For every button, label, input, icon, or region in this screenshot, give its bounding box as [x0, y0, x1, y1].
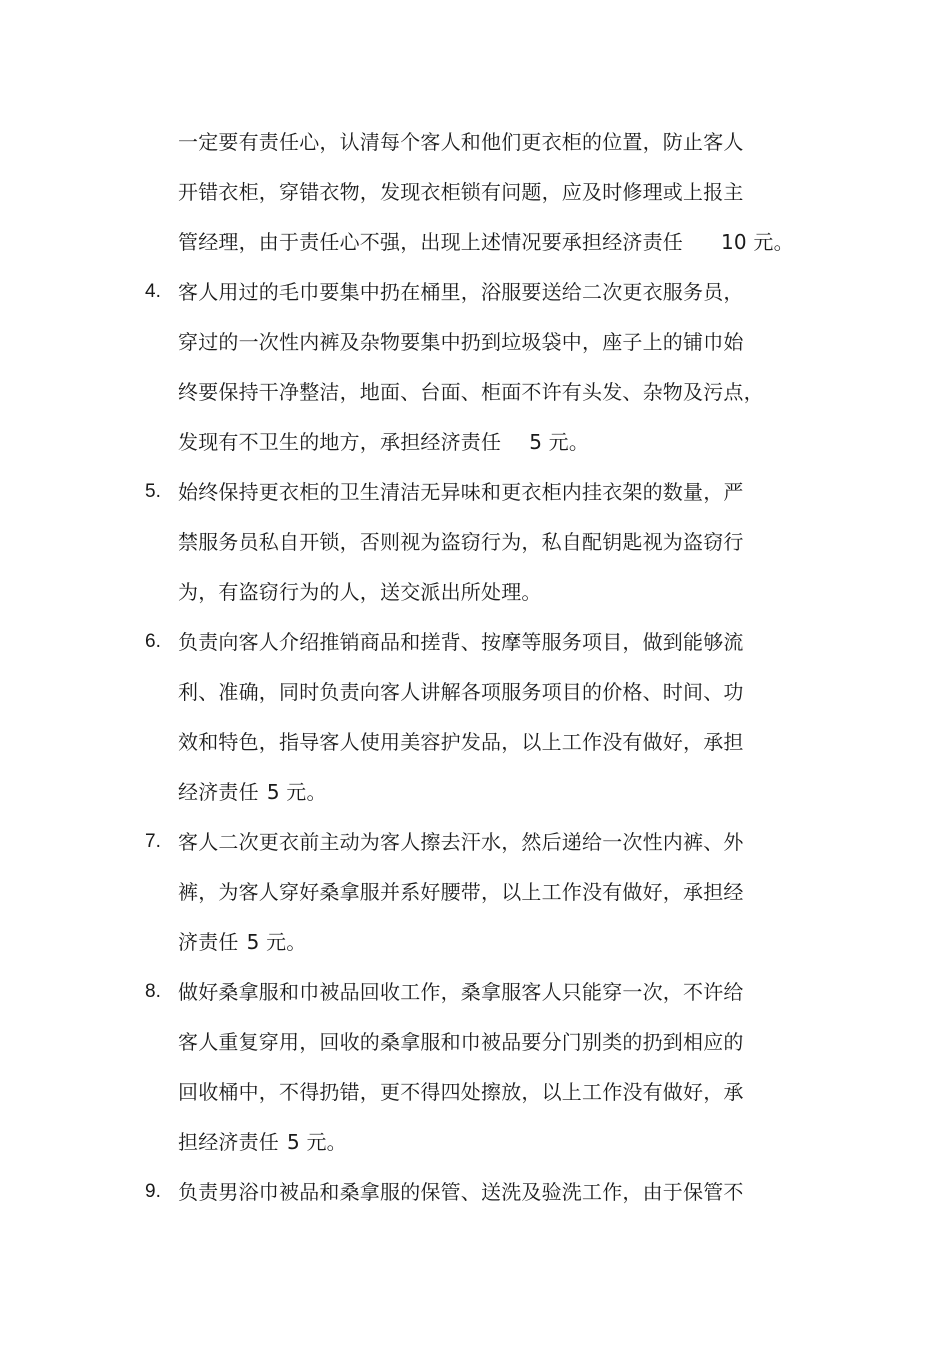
item-7-number: 7.	[145, 831, 161, 852]
item-9-line-1: 负责男浴巾被品和桑拿服的保管、送洗及验洗工作，由于保管不	[178, 1180, 744, 1204]
continuation-line-2: 开错衣柜，穿错衣物，发现衣柜锁有问题，应及时修理或上报主	[178, 180, 744, 204]
item-7-line-3	[178, 930, 307, 954]
item-6-text: 经济责任	[178, 780, 259, 804]
item-4-amount: 5 元。	[529, 430, 590, 454]
item-4-line-2: 穿过的一次性内裤及杂物要集中扔到垃圾袋中，座子上的铺巾始	[178, 330, 744, 354]
item-8-text: 担经济责任	[178, 1130, 279, 1154]
item-6-number: 6.	[145, 631, 161, 652]
item-7-line-2: 裤，为客人穿好桑拿服并系好腰带，以上工作没有做好，承担经	[178, 880, 744, 904]
item-4-line-4	[178, 430, 589, 454]
item-6-line-1: 负责向客人介绍推销商品和搓背、按摩等服务项目，做到能够流	[178, 630, 744, 654]
item-7-text: 济责任	[178, 930, 239, 954]
continuation-line-3	[178, 230, 794, 254]
item-4-number: 4.	[145, 281, 161, 302]
item-6-line-3: 效和特色，指导客人使用美容护发品，以上工作没有做好，承担	[178, 730, 744, 754]
item-8-line-4	[178, 1130, 347, 1154]
item-8-amount: 5 元。	[287, 1130, 347, 1154]
item-8-line-3: 回收桶中，不得扔错，更不得四处擦放，以上工作没有做好，承	[178, 1080, 744, 1104]
item-7-line-1: 客人二次更衣前主动为客人擦去汗水，然后递给一次性内裤、外	[178, 830, 744, 854]
continuation-line-1: 一定要有责任心，认清每个客人和他们更衣柜的位置，防止客人	[178, 130, 744, 154]
item-5-line-2: 禁服务员私自开锁，否则视为盗窃行为，私自配钥匙视为盗窃行	[178, 530, 744, 554]
continuation-amount: 10 元。	[721, 230, 794, 254]
item-4-line-3: 终要保持干净整洁，地面、台面、柜面不许有头发、杂物及污点，	[178, 380, 764, 404]
item-8-line-1: 做好桑拿服和巾被品回收工作，桑拿服客人只能穿一次，不许给	[178, 980, 744, 1004]
item-4-text: 发现有不卫生的地方，承担经济责任	[178, 430, 502, 454]
item-6-amount: 5 元。	[266, 780, 327, 804]
item-9-number: 9.	[145, 1181, 161, 1202]
item-8-line-2: 客人重复穿用，回收的桑拿服和巾被品要分门别类的扔到相应的	[178, 1030, 744, 1054]
item-5-line-1: 始终保持更衣柜的卫生清洁无异味和更衣柜内挂衣架的数量，严	[178, 480, 744, 504]
item-5-number: 5.	[145, 481, 161, 502]
item-4-line-1: 客人用过的毛巾要集中扔在桶里，浴服要送给二次更衣服务员，	[178, 280, 744, 304]
item-7-amount: 5 元。	[246, 930, 307, 954]
item-6-line-2: 利、准确，同时负责向客人讲解各项服务项目的价格、时间、功	[178, 680, 744, 704]
item-6-line-4	[178, 780, 327, 804]
continuation-text: 管经理，由于责任心不强，出现上述情况要承担经济责任	[178, 230, 683, 254]
item-5-line-3: 为，有盗窃行为的人，送交派出所处理。	[178, 580, 542, 604]
item-8-number: 8.	[145, 981, 161, 1002]
